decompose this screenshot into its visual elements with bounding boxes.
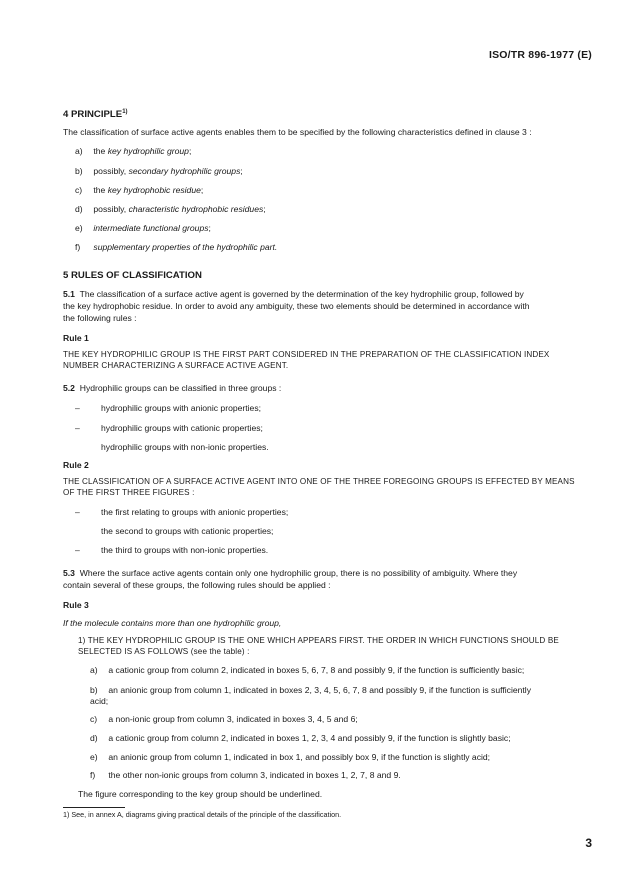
closing-sentence: The figure corresponding to the key group should be underlined. <box>78 789 323 799</box>
item-text: a cationic group from column 2, indicated in boxes 5, 6, 7, 8 and possibly 9, if the function is sufficiently basic; <box>108 665 525 675</box>
section-5-heading: 5 RULES OF CLASSIFICATION <box>63 270 202 281</box>
rule-3-title: Rule 3 <box>63 600 89 610</box>
item-text: ; <box>263 204 266 214</box>
list-item <box>75 507 595 518</box>
item-text: the <box>93 185 108 195</box>
item-text: hydrophilic groups with cationic properties; <box>101 423 263 433</box>
item-text: possibly, <box>93 166 129 176</box>
item-label: e) <box>90 752 98 762</box>
document-reference: ISO/TR 896-1977 (E) <box>488 49 592 61</box>
item-emphasis: secondary hydrophilic groups <box>128 166 241 176</box>
section-4-heading <box>63 109 592 122</box>
rule-2-line: OF THE FIRST THREE FIGURES : <box>63 488 195 497</box>
item-text: the third to groups with non-ionic properties. <box>101 545 269 555</box>
item-text: possibly, <box>93 204 129 214</box>
item-text: an anionic group from column 1, indicated in box 1, and possibly box 9, if the function is slightly acid; <box>108 752 491 762</box>
list-item <box>90 685 595 696</box>
item-label: b) <box>75 166 83 176</box>
item-label: f) <box>75 242 81 252</box>
clause-5-3-line <box>63 568 592 579</box>
clause-5-3-line: contain several of these groups, the following rules should be applied : <box>63 580 331 590</box>
item-emphasis: characteristic hydrophobic residues <box>128 204 264 214</box>
item-text: an anionic group from column 1, indicated in boxes 2, 3, 4, 5, 6, 7, 8 and possibly 9, if the function is sufficiently <box>108 685 532 695</box>
clause-5-1-line: the following rules : <box>63 313 137 323</box>
item-text: the <box>93 146 108 156</box>
list-item <box>90 733 595 744</box>
clause-text: Where the surface active agents contain only one hydrophilic group, there is no possibility of ambiguity. Where they <box>79 568 518 578</box>
item-emphasis: intermediate functional groups <box>93 223 209 233</box>
item-text: hydrophilic groups with non-ionic properties. <box>101 442 269 452</box>
clause-number: 5.3 <box>63 568 75 578</box>
item-label: f) <box>90 770 96 780</box>
dash-marker: – <box>75 507 80 517</box>
rule-1-line: THE KEY HYDROPHILIC GROUP IS THE FIRST PART CONSIDERED IN THE PREPARATION OF THE CLASSIFICATION INDEX <box>63 350 550 359</box>
list-item <box>90 770 595 781</box>
item-text: ; <box>240 166 243 176</box>
item-emphasis: key hydrophobic residue <box>107 185 201 195</box>
list-item <box>75 223 595 234</box>
list-item-continuation: acid; <box>90 696 109 706</box>
list-item <box>75 545 595 556</box>
section-4-title: 4 PRINCIPLE <box>63 109 123 121</box>
footnote-divider <box>63 807 125 808</box>
clause-number: 5.1 <box>63 289 75 299</box>
rule-3-subrule-line: SELECTED IS AS FOLLOWS (see the table) : <box>78 647 250 656</box>
section-4-intro: The classification of surface active agents enables them to be specified by the following characteristics defined in clause 3 : <box>63 127 532 137</box>
rule-2-title: Rule 2 <box>63 460 89 470</box>
list-item <box>75 423 595 434</box>
clause-5-1-line: the key hydrophobic residue. In order to avoid any ambiguity, these two elements should be determined in accordance with <box>63 301 530 311</box>
rule-3-intro: If the molecule contains more than one hydrophilic group, <box>63 618 282 628</box>
clause-5-2-line <box>63 383 592 394</box>
item-text: the other non-ionic groups from column 3, indicated in boxes 1, 2, 7, 8 and 9. <box>108 770 401 780</box>
item-label: c) <box>90 714 98 724</box>
item-text: ; <box>200 185 204 195</box>
dash-marker: – <box>75 423 80 433</box>
list-item <box>75 146 595 157</box>
page-number: 3 <box>585 836 592 850</box>
rule-1-line: NUMBER CHARACTERIZING A SURFACE ACTIVE AGENT. <box>63 361 289 370</box>
item-label: e) <box>75 223 83 233</box>
list-item <box>75 442 595 453</box>
item-emphasis: key hydrophilic group <box>107 146 189 156</box>
clause-number: 5.2 <box>63 383 75 393</box>
rule-3-subrule-line: 1) THE KEY HYDROPHILIC GROUP IS THE ONE WHICH APPEARS FIRST. THE ORDER IN WHICH FUNCTIONS SHOULD BE <box>78 636 559 645</box>
list-item <box>75 242 595 253</box>
rule-1-title: Rule 1 <box>63 333 89 343</box>
dash-marker: – <box>75 545 80 555</box>
clause-5-1-line <box>63 289 592 300</box>
list-item <box>75 204 595 215</box>
list-item <box>90 752 595 763</box>
list-item <box>90 665 595 676</box>
item-text: a cationic group from column 2, indicated in boxes 1, 2, 3, 4 and possibly 9, if the function is slightly basic; <box>108 733 511 743</box>
clause-text: The classification of a surface active agent is governed by the determination of the key hydrophilic group, followed by <box>79 289 524 299</box>
item-label: c) <box>75 185 83 195</box>
footnote-marker: 1) <box>122 109 128 115</box>
footnote: 1) See, in annex A, diagrams giving practical details of the principle of the classification. <box>63 810 342 819</box>
item-emphasis: supplementary properties of the hydrophilic part. <box>93 242 278 252</box>
item-label: d) <box>90 733 98 743</box>
list-item <box>75 166 595 177</box>
rule-2-line: THE CLASSIFICATION OF A SURFACE ACTIVE AGENT INTO ONE OF THE THREE FOREGOING GROUPS IS EFFECTED BY MEANS <box>63 477 575 486</box>
item-label: d) <box>75 204 83 214</box>
list-item <box>75 403 595 414</box>
item-text: ; <box>188 146 192 156</box>
item-text: the first relating to groups with anionic properties; <box>101 507 289 517</box>
item-label: a) <box>75 146 83 156</box>
item-text: hydrophilic groups with anionic properties; <box>101 403 262 413</box>
list-item <box>75 185 595 196</box>
list-item <box>90 714 595 725</box>
item-label: a) <box>90 665 98 675</box>
item-text: a non-ionic group from column 3, indicated in boxes 3, 4, 5 and 6; <box>108 714 358 724</box>
item-text: ; <box>208 223 211 233</box>
item-text: the second to groups with cationic properties; <box>101 526 274 536</box>
dash-marker: – <box>75 403 80 413</box>
item-label: b) <box>90 685 98 695</box>
clause-text: Hydrophilic groups can be classified in three groups : <box>79 383 282 393</box>
list-item <box>75 526 595 537</box>
